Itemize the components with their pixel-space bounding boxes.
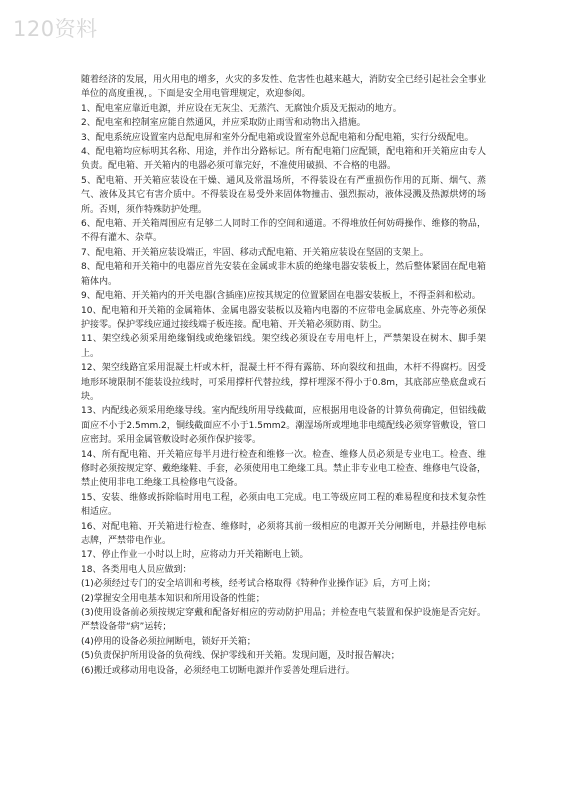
rule-item: 9、配电箱、开关箱内的开关电器(含插座)应按其规定的位置紧固在电器安装板上，不得歪斜和松动。	[81, 291, 481, 302]
rule-item: 3、配电系统应设置室内总配电屏和室外分配电箱或设置室外总配电箱和分配电箱，实行分级配电。	[81, 132, 474, 143]
sub-item: (4)停用的设备必须拉闸断电，锁好开关箱；	[81, 636, 256, 647]
sub-item: (2)掌握安全用电基本知识和所用设备的性能；	[81, 593, 265, 604]
rule-item: 4、配电箱均应标明其名称、用途，并作出分路标记。所有配电箱门应配锁，配电箱和开关箱应由专人负责。配电箱、开关箱内的电器必须可靠完好，不准使用破损、不合格的电器。	[81, 147, 486, 172]
rule-item: 14、所有配电箱、开关箱应每半月进行检查和维修一次。检查、维修人员必须是专业电工。检查、维修时必须按规定穿、戴绝缘鞋、手套，必须使用电工绝缘工具。禁止非专业电工检查、维修电气设备，禁止使用非电工绝缘工具检修电气设备。	[81, 449, 487, 489]
rule-item: 16、对配电箱、开关箱进行检查、维修时，必须将其前一级相应的电源开关分闸断电，并悬挂停电标志牌，严禁带电作业。	[81, 521, 486, 546]
sub-item: (6)搬迁或移动用电设备，必须经电工切断电源并作妥善处理后进行。	[81, 665, 355, 676]
rule-item: 7、配电箱、开关箱应装设端正，牢固、移动式配电箱、开关箱应装设在坚固的支架上。	[81, 247, 429, 258]
rule-item: 18、各类用电人员应做到：	[81, 564, 192, 575]
intro-paragraph: 随着经济的发展，用火用电的增多，火灾的多发性、危害性也越来越大，消防安全已经引起社会全事业单位的高度重视，。下面是安全用电管理规定，欢迎参阅。	[81, 75, 487, 100]
rule-item: 5、配电箱、开关箱应装设在干燥、通风及常温场所，不得装设在有严重损伤作用的瓦斯、烟气、蒸气、液体及其它有害介质中。不得装设在易受外来固体物撞击、强烈振动，液体浸溅及热源烘烤的场所。否则，须作特殊防护处理。	[81, 175, 486, 215]
sub-item: (3)使用设备前必须按规定穿戴和配备好相应的劳动防护用品；并检查电气装置和保护设施是否完好。严禁设备带“病”运转；	[81, 608, 486, 633]
rule-item: 17、停止作业一小时以上时，应将动力开关箱断电上锁。	[81, 550, 309, 561]
sub-list	[81, 577, 486, 678]
rule-item: 12、架空线路宜采用混凝土杆或木杆，混凝土杆不得有露筋、环向裂纹和扭曲，木杆不得腐朽。因受地形环境限制不能装设拉线时，可采用撑杆代替拉线，撑杆埋深不得小于0.8m，其底部应垫底盘或石块。	[81, 363, 486, 402]
rule-item: 13、内配线必须采用绝缘导线。室内配线所用导线截面，应根据用电设备的计算负荷确定，但铝线截面应不小于2.5mm.2，铜线截面应不小于1.5mm2。潮湿场所或埋地非电缆配线必须穿管敷设，管口应密封。采用金属管敷设时必须作保护接零。	[81, 406, 486, 446]
sub-item: (5)负责保护所用设备的负荷线、保护零线和开关箱。发现问题，及时报告解决；	[81, 651, 400, 662]
rule-item: 15、安装、维修或拆除临时用电工程，必须由电工完成。电工等级应同工程的难易程度和技术复杂性相适应。	[81, 492, 486, 518]
rule-item: 2、配电室和控制室应能自然通风，并应采取防止雨雪和动物出入措施。	[81, 118, 366, 129]
watermark-logo: 120资料	[13, 17, 98, 41]
rule-item: 10、配电箱和开关箱的金属箱体、金属电器安装板以及箱内电器的不应带电金属底座、外壳等必须保护接零。保护零线应通过接线端子板连接。配电箱、开关箱必须防雨、防尘。	[81, 305, 486, 330]
sub-item: (1)必须经过专门的安全培训和考核，经考试合格取得《特种作业操作证》后，方可上岗；	[81, 579, 436, 590]
document-body	[81, 73, 486, 678]
rule-item: 8、配电箱和开关箱中的电器应首先安装在金属或非木质的绝缘电器安装板上，然后整体紧固在配电箱箱体内。	[81, 262, 486, 287]
rule-item: 1、配电室应靠近电源，并应设在无灰尘、无蒸汽、无腐蚀介质及无振动的地方。	[81, 103, 402, 114]
rule-item: 11、架空线必须采用绝缘铜线或绝缘铝线。架空线必须设在专用电杆上，严禁架设在树木、脚手架上。	[81, 334, 486, 359]
rule-item: 6、配电箱、开关箱周围应有足够二人同时工作的空间和通道。不得堆放任何妨碍操作、维修的物品，不得有灌木、杂草。	[81, 219, 486, 244]
